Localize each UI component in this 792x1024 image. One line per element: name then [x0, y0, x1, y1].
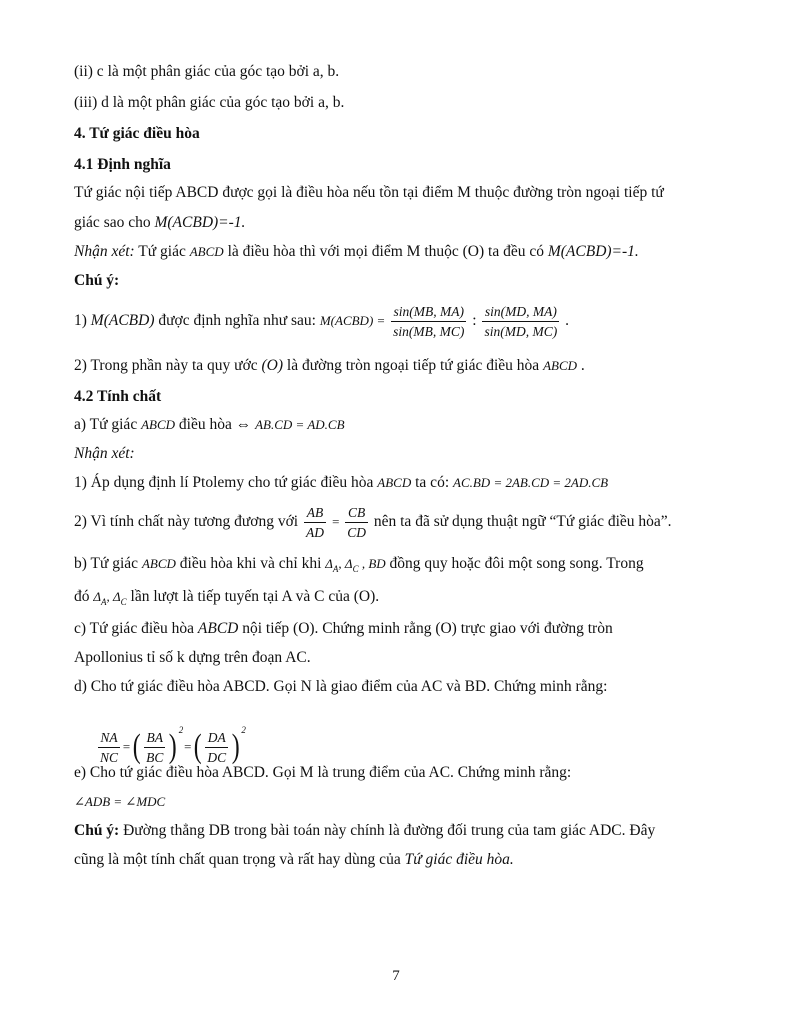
formula-e: ∠ADB = ∠MDC [74, 794, 166, 809]
subsection-heading-4-2: 4.2 Tính chất [74, 388, 162, 405]
page-number: 7 [392, 968, 400, 984]
formula-d: $\frac{NA}{NC}$ =( $\frac{BA}{BC}$ ) $^2$=( $\frac{DA}{DC}$ ) $^2$ [100, 725, 246, 766]
fraction-da-dc: $\frac{DA}{DC}$ [207, 729, 227, 765]
property-b-line-2: đó $\Delta_A$, $\Delta_C$ lần lượt là tiếp tuyến tại A và C của (O). [74, 588, 380, 607]
remark-heading: Nhận xét: [74, 445, 135, 462]
definition-line-1: Tứ giác nội tiếp ABCD được gọi là điều hòa nếu tồn tại điểm M thuộc đường tròn ngoại tiếp tứ [74, 184, 664, 201]
property-b-line-1: b) Tứ giác ABCD điều hòa khi và chỉ khi $\Delta_A$, $\Delta_C$ , BD đồng quy hoặc đôi một song song. Trong [74, 555, 644, 574]
item-ii: (ii) c là một phân giác của góc tạo bởi a, b. [74, 63, 340, 80]
note-2: 2) Trong phần này ta quy ước (O) là đường tròn ngoại tiếp tứ giác điều hòa ABCD . [74, 357, 585, 374]
fraction-na-nc: $\frac{NA}{NC}$ [100, 729, 119, 765]
definition-line-2: giác sao cho M(ACBD)=-1. [74, 214, 246, 231]
fraction-ba-bc: $\frac{BA}{BC}$ [146, 729, 164, 765]
property-c-line-1: c) Tứ giác điều hòa ABCD nội tiếp (O). Chứng minh rằng (O) trực giao với đường tròn [74, 620, 613, 637]
remark-ratio: 2) Vì tính chất này tương đương với $\frac{AB}{AD}$ = $\frac{CB}{CD}$ nên ta đã sử dụng thuật ngữ “Tứ giác điều hòa”. [74, 504, 672, 540]
remark-ptolemy: 1) Áp dụng định lí Ptolemy cho tứ giác điều hòa ABCD ta có: AC.BD = 2AB.CD = 2AD.CB [74, 474, 609, 491]
fraction-2: $\frac{\sin(MD, MA)}{\sin(MD, MC)}$ [484, 304, 558, 339]
property-c-line-2: Apollonius tỉ số k dựng trên đoạn AC. [74, 649, 311, 666]
property-d: d) Cho tứ giác điều hòa ABCD. Gọi N là giao điểm của AC và BD. Chứng minh rằng: [74, 678, 608, 695]
property-e: e) Cho tứ giác điều hòa ABCD. Gọi M là trung điểm của AC. Chứng minh rằng: [74, 764, 572, 781]
fraction-ab-ad: $\frac{AB}{AD}$ [305, 504, 324, 540]
property-a: a) Tứ giác ABCD điều hòa ⇔ AB.CD = AD.CB [74, 416, 345, 433]
section-heading-4: 4. Tứ giác điều hòa [74, 125, 200, 142]
subsection-heading-4-1: 4.1 Định nghĩa [74, 156, 171, 173]
note-heading: Chú ý: [74, 272, 120, 289]
note-1-formula: 1) M(ACBD) được định nghĩa như sau: M(ACBD) = $\frac{\sin(MB, MA)}{\sin(MB, MC)}$ : $\frac{\sin(MD, MA)}{\sin(MD, MC)}$ . [74, 304, 569, 339]
note-final-line-2: cũng là một tính chất quan trọng và rất hay dùng của Tứ giác điều hòa. [74, 851, 514, 868]
remark-1: Nhận xét: Tứ giác ABCD là điều hòa thì với mọi điểm M thuộc (O) ta đều có M(ACBD)=-1. [74, 243, 639, 260]
fraction-cb-cd: $\frac{CB}{CD}$ [347, 504, 366, 540]
fraction-1: $\frac{\sin(MB, MA)}{\sin(MB, MC)}$ [393, 304, 465, 339]
item-iii: (iii) d là một phân giác của góc tạo bởi a, b. [74, 94, 345, 111]
note-final-line-1: Chú ý: Đường thẳng DB trong bài toán này chính là đường đối trung của tam giác ADC. Đây [74, 822, 656, 839]
